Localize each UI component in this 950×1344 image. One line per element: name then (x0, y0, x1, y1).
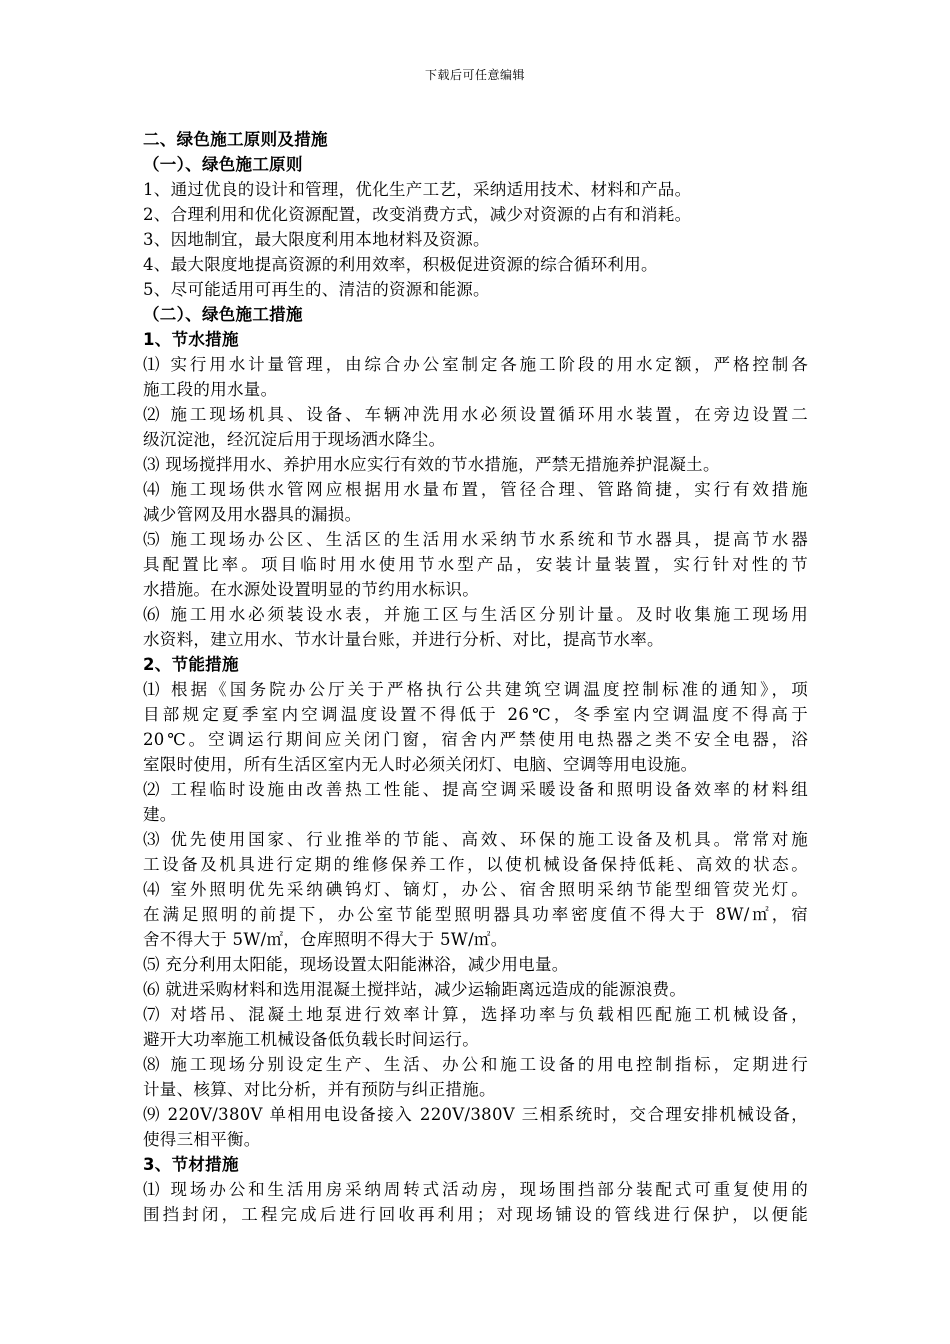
text-line: ⑴ 现场办公和生活用房采纳周转式活动房，现场围挡部分装配式可重复使用的 (143, 1180, 808, 1199)
text-line: ⑶ 现场搅拌用水、养护用水应实行有效的节水措施，严禁无措施养护混凝土。 (143, 455, 720, 474)
text-line: 水资料，建立用水、节水计量台账，并进行分析、对比，提高节水率。 (143, 630, 664, 649)
text-line: ⑴ 实行用水计量管理，由综合办公室制定各施工阶段的用水定额，严格控制各 (143, 355, 808, 374)
text-line: 在满足照明的前提下，办公室节能型照明器具功率密度值不得大于 8W/㎡，宿 (143, 905, 808, 924)
text-line: 具配置比率。项目临时用水使用节水型产品，安装计量装置，实行针对性的节 (143, 555, 808, 574)
text-line: ⑴ 根据《国务院办公厅关于严格执行公共建筑空调温度控制标准的通知》，项 (143, 680, 808, 699)
text-line: 围挡封闭，工程完成后进行回收再利用；对现场铺设的管线进行保护，以便能 (143, 1205, 808, 1224)
text-line: 室限时使用，所有生活区室内无人时必须关闭灯、电脑、空调等用电设施。 (143, 755, 698, 774)
text-line: 计量、核算、对比分析，并有预防与纠正措施。 (143, 1080, 496, 1099)
text-line: ⑷ 室外照明优先采纳碘钨灯、镝灯，办公、宿舍照明采纳节能型细管荧光灯。 (143, 880, 808, 899)
text-line: ⑸ 施工现场办公区、生活区的生活用水采纳节水系统和节水器具，提高节水器 (143, 530, 808, 549)
section-heading: 二、绿色施工原则及措施 (143, 130, 328, 149)
text-line: 水措施。在水源处设置明显的节约用水标识。 (143, 580, 479, 599)
text-line: 舍不得大于 5W/㎡，仓库照明不得大于 5W/㎡。 (143, 930, 508, 949)
text-line: 20℃。空调运行期间应关闭门窗，宿舍内严禁使用电热器之类不安全电器，浴 (143, 730, 808, 749)
text-line: 3、因地制宜，最大限度利用本地材料及资源。 (143, 230, 490, 249)
section-heading: 3、节材措施 (143, 1155, 239, 1174)
text-line: 建。 (143, 805, 177, 824)
text-line: 目部规定夏季室内空调温度设置不得低于 26℃，冬季室内空调温度不得高于 (143, 705, 808, 724)
page-header-note: 下载后可任意编辑 (424, 68, 525, 82)
text-line: ⑵ 工程临时设施由改善热工性能、提高空调采暖设备和照明设备效率的材料组 (143, 780, 808, 799)
text-line: ⑶ 优先使用国家、行业推举的节能、高效、环保的施工设备及机具。常常对施 (143, 830, 808, 849)
text-line: ⑺ 对塔吊、混凝土地泵进行效率计算，选择功率与负载相匹配施工机械设备， (143, 1005, 808, 1024)
text-line: ⑹ 施工用水必须装设水表，并施工区与生活区分别计量。及时收集施工现场用 (143, 605, 808, 624)
text-line: 5、尽可能适用可再生的、清洁的资源和能源。 (143, 280, 490, 299)
text-line: ⑻ 施工现场分别设定生产、生活、办公和施工设备的用电控制指标，定期进行 (143, 1055, 808, 1074)
section-heading: 1、节水措施 (143, 330, 239, 349)
text-line: ⑸ 充分利用太阳能，现场设置太阳能淋浴，减少用电量。 (143, 955, 569, 974)
text-line: ⑼ 220V/380V 单相用电设备接入 220V/380V 三相系统时，交合理安排机械设备， (143, 1105, 808, 1124)
text-line: ⑵ 施工现场机具、设备、车辆冲洗用水必须设置循环用水装置，在旁边设置二 (143, 405, 808, 424)
text-line: 级沉淀池，经沉淀后用于现场洒水降尘。 (143, 430, 446, 449)
text-line: 1、通过优良的设计和管理，优化生产工艺，采纳适用技术、材料和产品。 (143, 180, 692, 199)
section-heading: （一）、绿色施工原则 (143, 155, 303, 174)
text-line: ⑹ 就进采购材料和选用混凝土搅拌站，减少运输距离远造成的能源浪费。 (143, 980, 687, 999)
text-line: 工设备及机具进行定期的维修保养工作，以使机械设备保持低耗、高效的状态。 (143, 855, 808, 874)
text-line: 减少管网及用水器具的漏损。 (143, 505, 362, 524)
text-line: ⑷ 施工现场供水管网应根据用水量布置，管径合理、管路简捷，实行有效措施 (143, 480, 808, 499)
document-body (143, 127, 808, 1227)
text-line: 避开大功率施工机械设备低负载长时间运行。 (143, 1030, 479, 1049)
text-line: 施工段的用水量。 (143, 380, 278, 399)
section-heading: （二）、绿色施工措施 (143, 305, 303, 324)
text-line: 4、最大限度地提高资源的利用效率，积极促进资源的综合循环利用。 (143, 255, 658, 274)
text-line: 2、合理利用和优化资源配置，改变消费方式，减少对资源的占有和消耗。 (143, 205, 692, 224)
text-line: 使得三相平衡。 (143, 1130, 261, 1149)
section-heading: 2、节能措施 (143, 655, 239, 674)
